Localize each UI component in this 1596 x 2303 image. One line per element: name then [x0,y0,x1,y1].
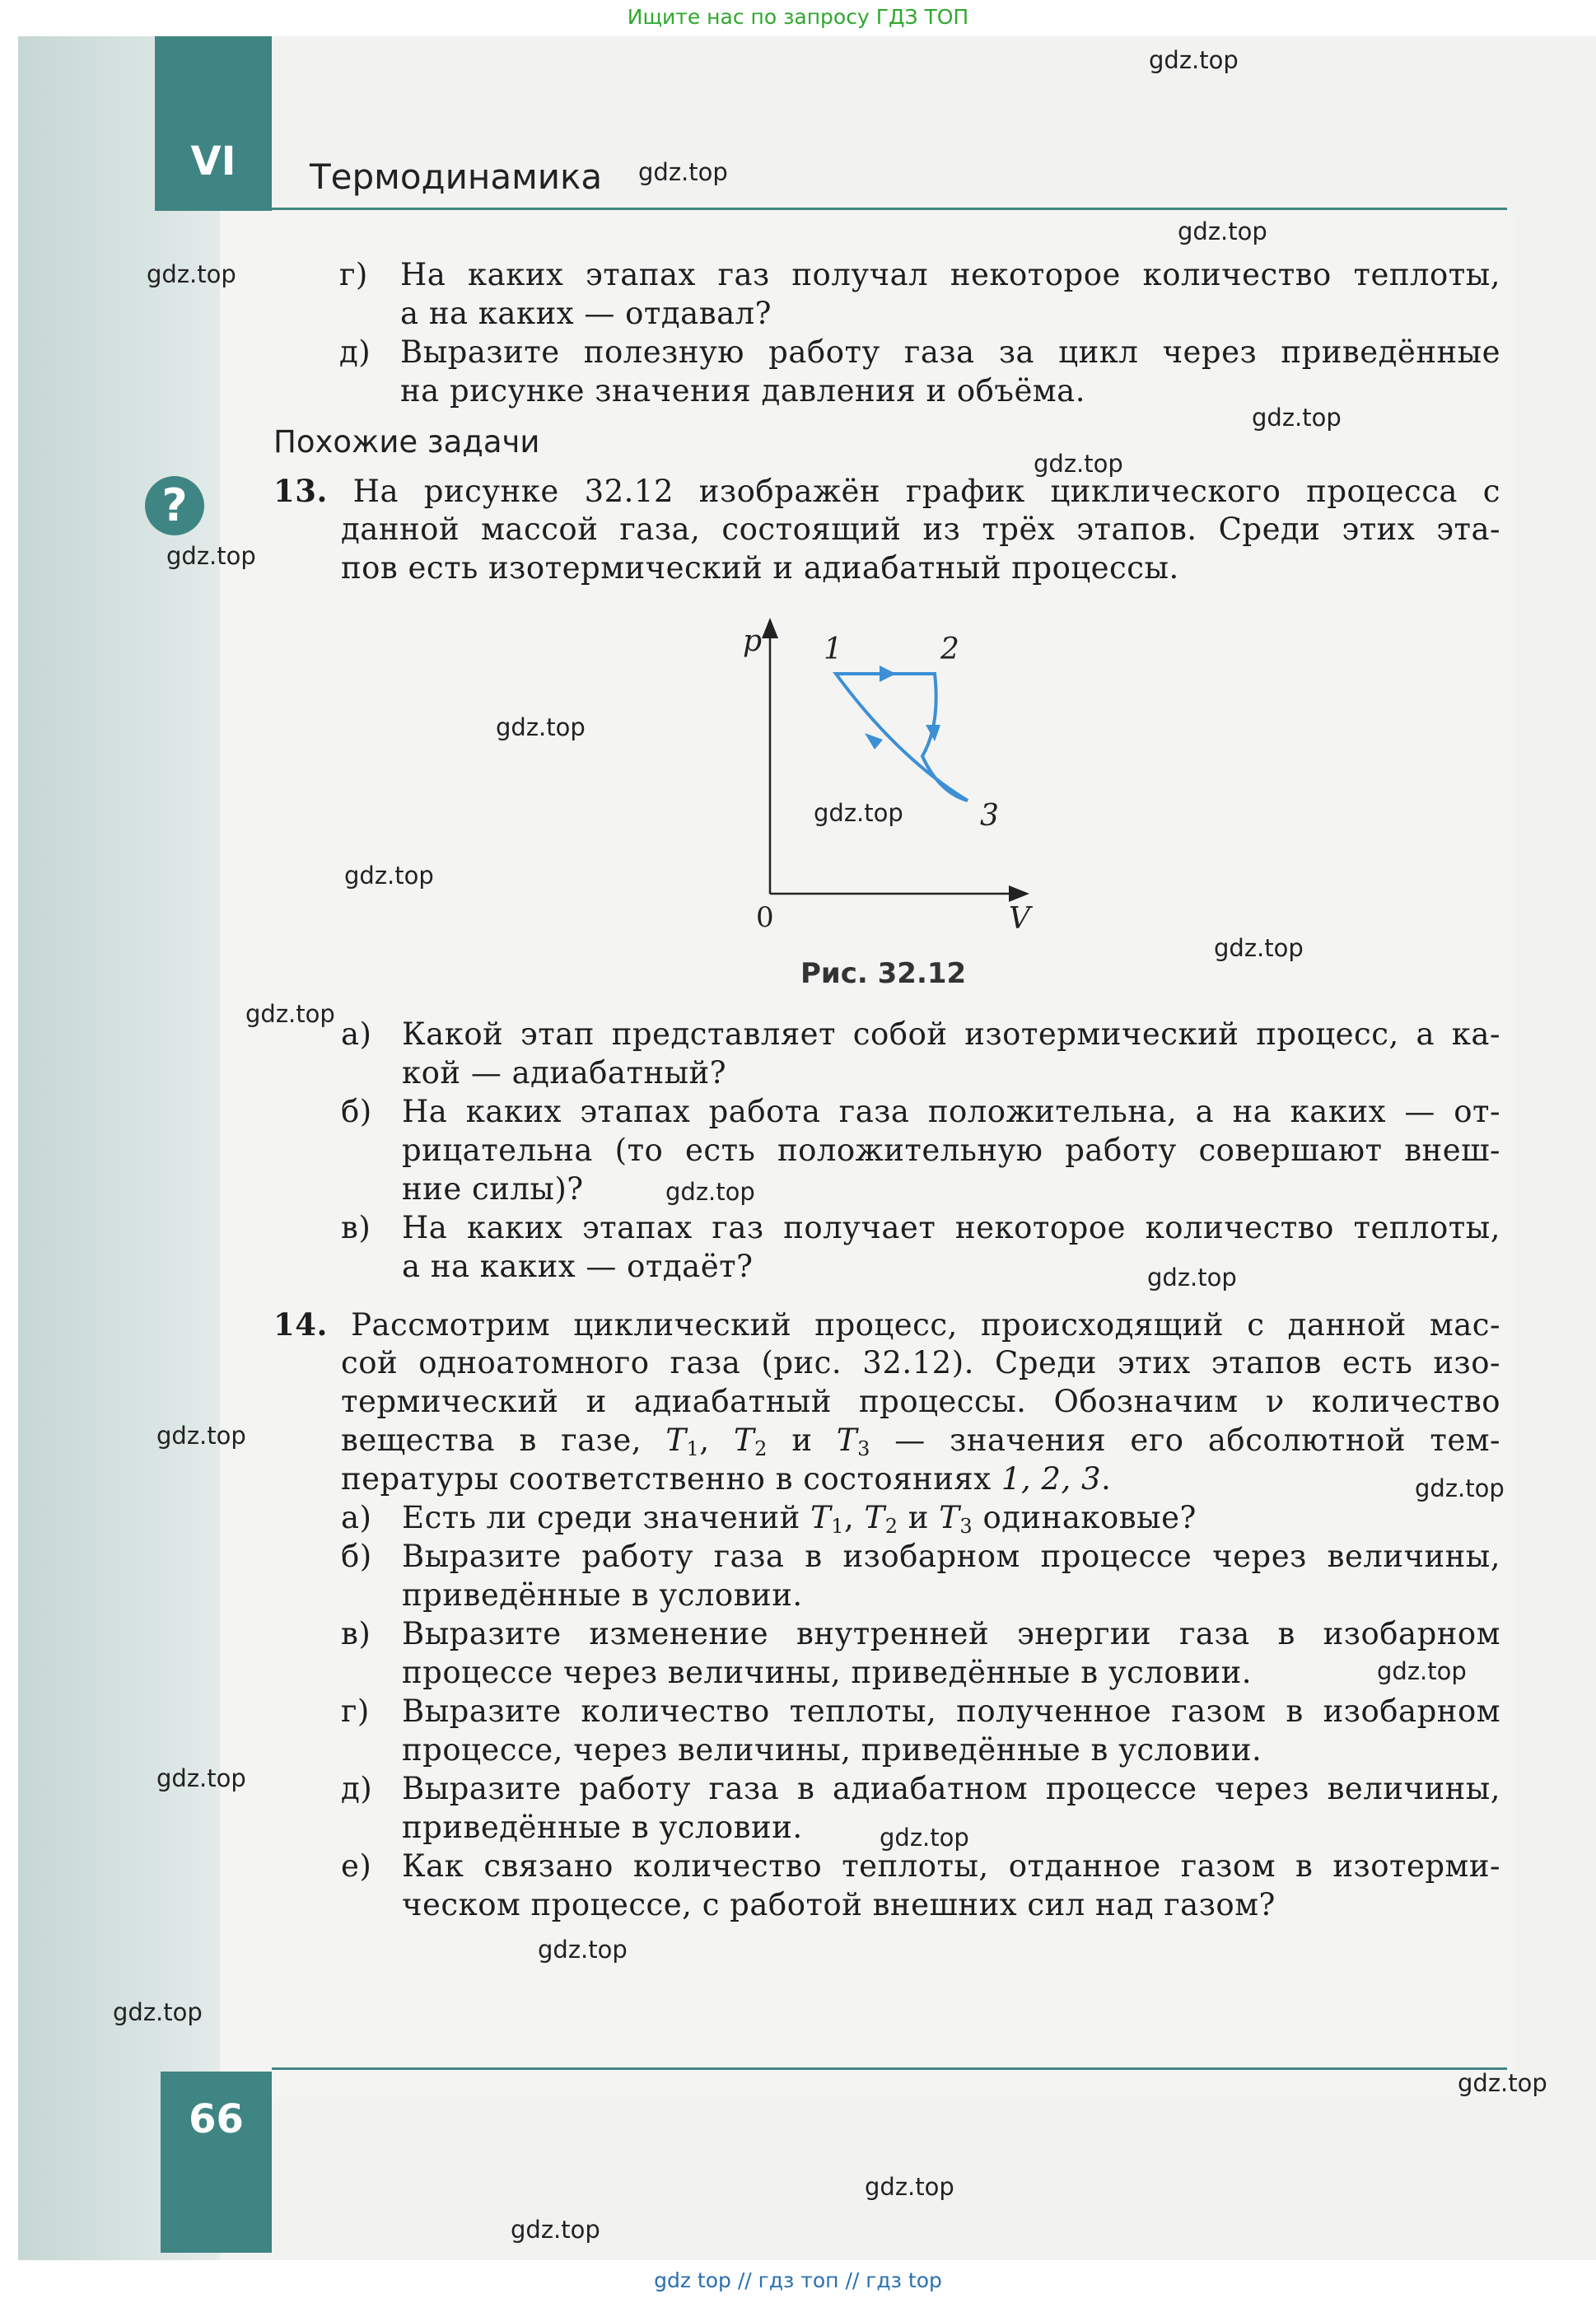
item-label: д) [339,334,371,370]
arrow-1-2 [880,666,896,682]
subscript: 2 [754,1437,768,1460]
watermark: gdz.top [865,2173,954,2201]
subscript: 3 [959,1515,973,1538]
watermark: gdz.top [1415,1474,1505,1502]
task13-item-b-cont2: ние силы)? [402,1171,584,1207]
task13-item-a-cont: кой — адиабатный? [402,1055,727,1091]
symbol-T: T [733,1422,755,1458]
chapter-number: VI [190,138,236,185]
task14-item-d-cont: приведённые в условии. [402,1810,803,1845]
symbol-T: T [939,1500,960,1535]
symbol-T: T [665,1422,687,1458]
task13-line2: данной массой газа, состоящий из трёх этапов. Среди этих эта- [341,512,1500,547]
task14-line4 [341,1422,1500,1467]
task14-item-v [341,1616,1500,1652]
watermark: gdz.top [166,542,256,570]
subscript: 2 [884,1515,898,1538]
watermark: gdz.top [1252,404,1342,432]
watermark: gdz.top [1377,1657,1467,1685]
prev-item-d-cont: на рисунке значения давления и объёма. [400,373,1085,409]
task14-item-g [341,1693,1500,1730]
item-text: На каких этапах работа газа положительна, а на каких — от- [402,1094,1500,1129]
watermark: gdz.top [113,1998,203,2026]
item-text: Выразите количество теплоты, полученное газом в изобарном [402,1693,1500,1729]
task13-line3: пов есть изотермический и адиабатный процессы. [341,550,1179,586]
item-text: Выразите изменение внутренней энергии газа в изобарном [402,1616,1500,1651]
text-run: и [908,1500,929,1535]
task13-item-a [341,1016,1500,1053]
task14-line1 [273,1306,1500,1343]
text-run: одинаковые? [973,1500,1197,1535]
prev-item-g-cont: а на каких — отдавал? [400,296,772,331]
question-icon: ? [145,476,204,535]
task13-item-b [341,1094,1500,1130]
task14-item-d [341,1771,1500,1807]
task13-item-v [341,1210,1500,1246]
similar-tasks-heading: Похожие задачи [273,424,540,460]
task14-line5 [341,1461,1111,1497]
subscript: 1 [831,1515,845,1538]
task14-item-v-cont: процессе через величины, приведённые в условии. [402,1655,1253,1690]
margin-band [18,36,220,2260]
symbol-T: T [836,1422,858,1458]
watermark: gdz.top [1147,1264,1237,1292]
prev-item-d [339,334,1500,371]
item-label: д) [341,1771,373,1806]
task14-item-g-cont: процессе, через величины, приведённые в условии. [402,1732,1262,1768]
item-label: в) [341,1616,371,1651]
header-rule [272,208,1507,210]
figure-caption: Рис. 32.12 [800,957,967,990]
item-text: На каких этапах газ получал некоторое количество теплоты, [400,257,1500,292]
item-text: Как связано количество теплоты, отданное газом в изотерми- [402,1848,1500,1884]
item-label: б) [341,1094,372,1129]
task14-line2: сой одноатомного газа (рис. 32.12). Среди этих этапов есть изо- [341,1345,1500,1380]
axis-p-label: p [743,624,763,658]
symbol-T: T [810,1500,832,1535]
task13-line1 [273,473,1500,510]
text-run: , [844,1500,855,1535]
item-text: Выразите работу газа в адиабатном процессе через величины, [402,1771,1500,1806]
task-text: Рассмотрим циклический процесс, происходящий с данной мас- [351,1307,1500,1343]
text-run: Есть ли среди значений [402,1500,811,1535]
watermark: gdz.top [814,799,903,827]
text-run: , [699,1422,710,1458]
task13-item-v-cont: а на каких — отдаёт? [402,1249,754,1284]
task14-item-e [341,1848,1500,1885]
watermark: gdz.top [496,713,586,741]
subscript: 3 [857,1437,870,1460]
symbol-T: T [864,1500,885,1535]
task14-item-a [341,1500,1197,1544]
prev-item-g [339,257,1500,293]
page-number: 66 [189,2096,244,2142]
watermark: gdz.top [245,1000,335,1028]
text-run: и [791,1422,813,1458]
item-text: Какой этап представляет собой изотермический процесс, а ка- [402,1016,1500,1052]
task14-item-b [341,1539,1500,1575]
cycle-curve [836,674,968,801]
item-label: е) [341,1848,372,1884]
text-run: — значения его абсолютной тем- [870,1422,1501,1458]
item-label: а) [341,1016,372,1052]
chapter-title: Термодинамика [310,156,603,197]
watermark: gdz.top [511,2216,600,2244]
text-run: . [1101,1461,1112,1497]
state-3-label: 3 [980,799,999,833]
chapter-tab [155,36,272,211]
search-banner[interactable]: Ищите нас по запросу ГДЗ ТОП [0,0,1596,36]
state-2-label: 2 [940,633,959,666]
item-label: а) [341,1500,372,1535]
watermark: gdz.top [156,1764,246,1792]
text-run: пературы соответственно в состояниях [341,1461,1001,1497]
item-label: в) [341,1210,371,1245]
footer-rule [272,2067,1507,2070]
watermark: gdz.top [665,1178,755,1206]
item-label: б) [341,1539,372,1574]
watermark: gdz.top [147,260,236,288]
watermark: gdz.top [1034,450,1123,478]
arrow-3-1 [865,733,883,750]
item-label: г) [339,257,368,292]
task14-item-b-cont: приведённые в условии. [402,1577,803,1613]
states-list: 1, 2, 3 [1001,1461,1102,1497]
item-text: На каких этапах газ получает некоторое количество теплоты, [402,1210,1500,1245]
watermark: gdz.top [1178,217,1267,245]
watermark: gdz.top [344,862,434,890]
arrow-2-3 [926,725,940,741]
watermark: gdz.top [1149,46,1239,74]
task-number: 14. [273,1306,328,1343]
subscript: 1 [686,1437,700,1460]
task14-item-e-cont: ческом процессе, с работой внешних сил над газом? [402,1887,1276,1922]
footer-links[interactable]: gdz top // гдз топ // гдз top [0,2260,1596,2303]
task-text: На рисунке 32.12 изображён график циклического процесса с [352,474,1500,509]
watermark: gdz.top [1458,2069,1547,2097]
origin-label: 0 [756,901,774,934]
item-text: Выразите полезную работу газа за цикл через приведённые [400,334,1500,370]
left-edge [0,36,18,2260]
item-label: г) [341,1693,370,1729]
watermark: gdz.top [880,1824,969,1852]
pv-diagram [725,610,1071,947]
watermark: gdz.top [538,1936,628,1964]
axis-v-label: V [1009,902,1030,936]
watermark: gdz.top [638,158,728,186]
item-text: Выразите работу газа в изобарном процессе через величины, [402,1539,1500,1574]
watermark: gdz.top [1214,934,1304,962]
text-run: вещества в газе, [341,1422,666,1458]
task-number: 13. [273,473,328,509]
task14-line3: термический и адиабатный процессы. Обозначим ν количество [341,1384,1500,1419]
task13-item-b-cont1: рицательна (то есть положительную работу совершают внеш- [402,1133,1500,1168]
state-1-label: 1 [824,633,842,666]
watermark: gdz.top [156,1422,246,1450]
